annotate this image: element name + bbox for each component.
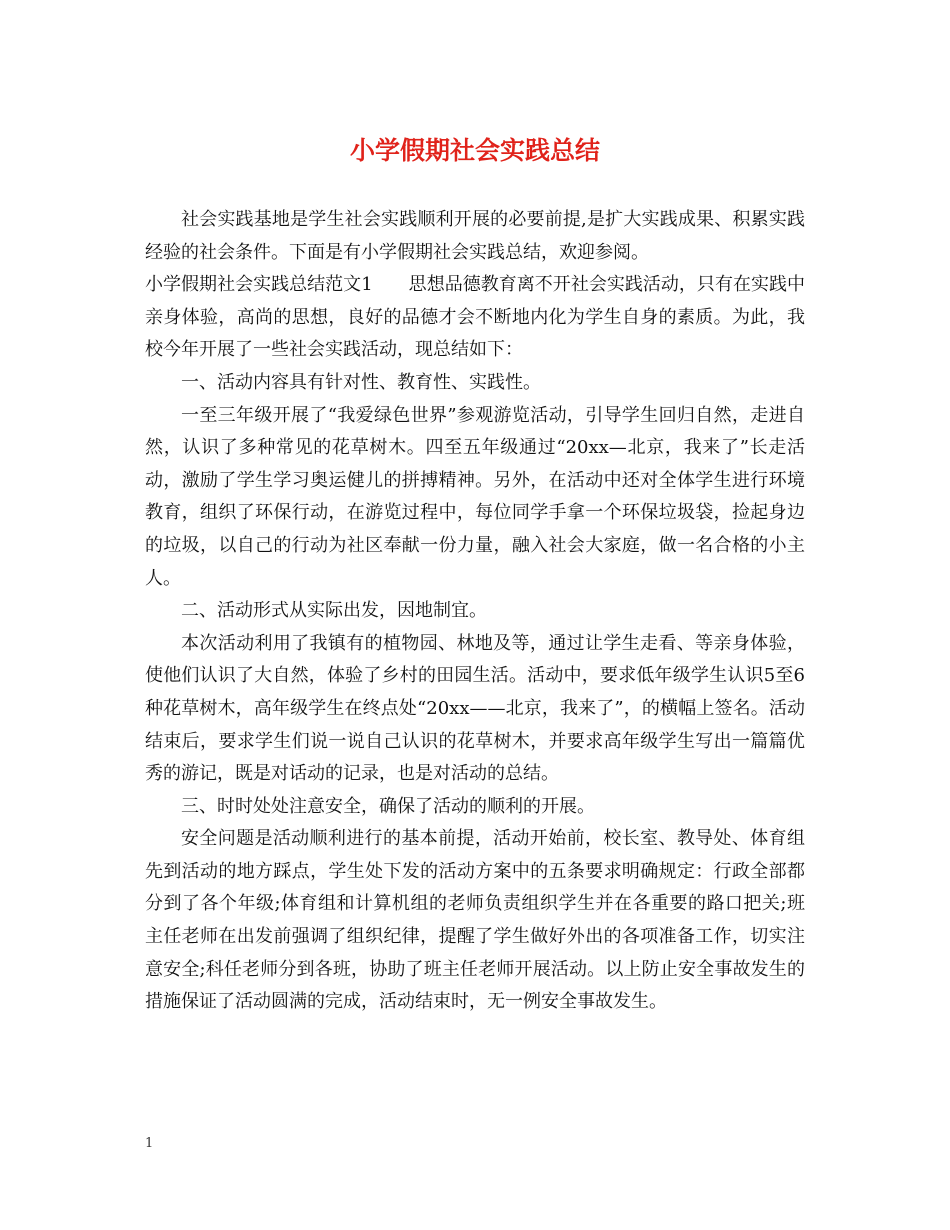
section-heading-2: 二、活动形式从实际出发，因地制宜。 [181, 600, 487, 622]
body-paragraph-3: 安全问题是活动顺利进行的基本前提，活动开始前，校长室、教导处、体育组先到活动的地方踩点，学生处下发的活动方案中的五条要求明确规定：行政全部都分到了各个年级;体育组和计算机组的老师负责组织学生并在各重要的路口把关;班主任老师在出发前强调了组织纪律，提醒了学生做好外出的各项准备工作，切实注意安全;科任老师分到各班，协助了班主任老师开展活动。以上防止安全事故发生的措施保证了活动圆满的完成，活动结束时，无一例安全事故发生。 [145, 828, 805, 1013]
body-paragraph-1: 一至三年级开展了“我爱绿色世界”参观游览活动，引导学生回归自然，走进自然，认识了多种常见的花草树木。四至五年级通过“20xx—北京，我来了”长走活动，激励了学生学习奥运健儿的拼搏精神。另外，在活动中还对全体学生进行环境教育，组织了环保行动，在游览过程中，每位同学手拿一个环保垃圾袋，捡起身边的垃圾，以自己的行动为社区奉献一份力量，融入社会大家庭，做一名合格的小主人。 [145, 404, 805, 589]
section-heading-1: 一、活动内容具有针对性、教育性、实践性。 [181, 371, 541, 393]
body-paragraph-2: 本次活动利用了我镇有的植物园、林地及等，通过让学生走看、等亲身体验，使他们认识了大自然，体验了乡村的田园生活。活动中，要求低年级学生认识5至6种花草树木，高年级学生在终点处“20xx——北京，我来了”，的横幅上签名。活动结束后，要求学生们说一说自己认识的花草树木，并要求高年级学生写出一篇篇优秀的游记，既是对话动的记录，也是对活动的总结。 [145, 632, 805, 785]
sample-label: 小学假期社会实践总结范文1 [145, 274, 373, 296]
page-number: 1 [145, 1136, 154, 1151]
sample-opening: 思想品德教育离不开社会实践活动，只有在实践中亲身体验，高尚的思想，良好的品德才会不断地内化为学生自身的素质。为此，我校今年开展了一些社会实践活动，现总结如下： [145, 274, 806, 361]
section-heading-3: 三、时时处处注意安全，确保了活动的顺利的开展。 [181, 795, 595, 817]
document-title: 小学假期社会实践总结 [349, 136, 600, 165]
sample-paragraph [145, 269, 805, 367]
intro-paragraph: 社会实践基地是学生社会实践顺利开展的必要前提,是扩大实践成果、积累实践经验的社会条件。下面是有小学假期社会实践总结，欢迎参阅。 [145, 209, 805, 263]
document-body [145, 204, 805, 1019]
